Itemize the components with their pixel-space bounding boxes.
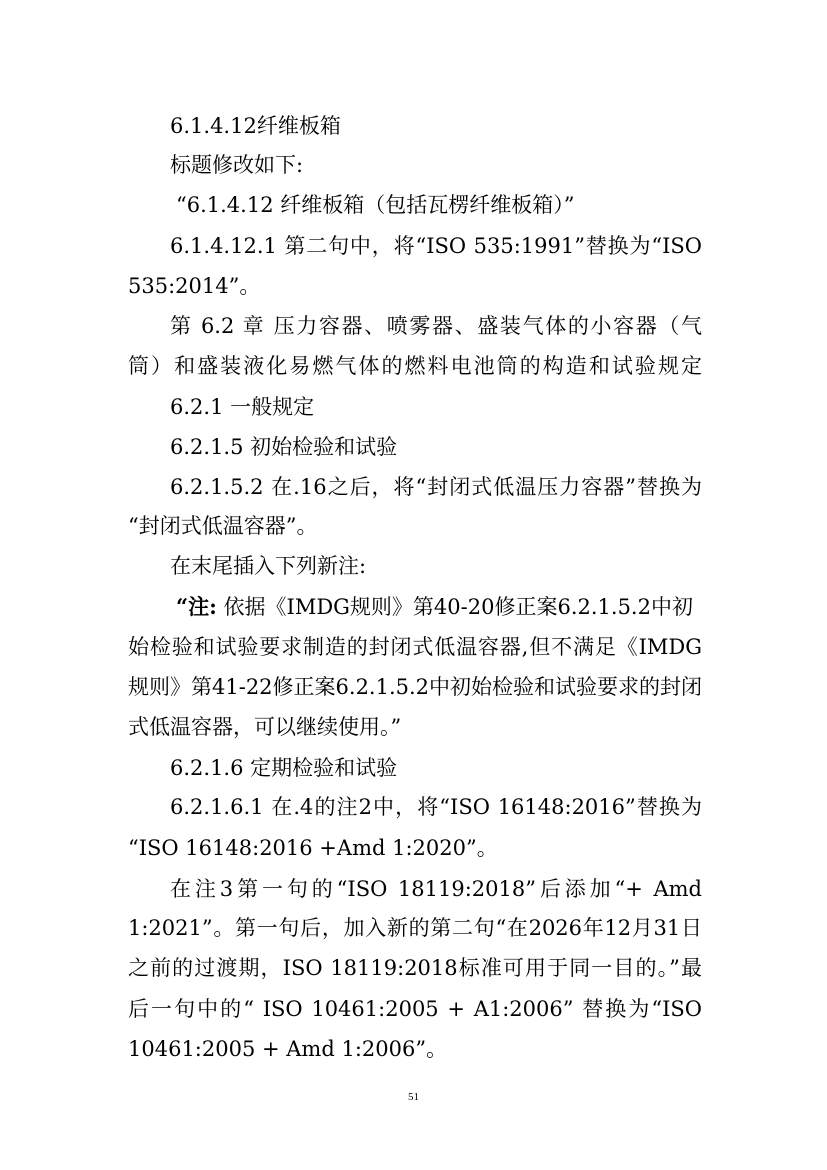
paragraph-line: 6.2.1.6.1 在.4的注2中，将“ISO 16148:2016”替换为 xyxy=(170,795,702,819)
note-line: 式低温容器，可以继续使用。” xyxy=(128,715,402,739)
paragraph-line: “ISO 16148:2016 +Amd 1:2020”。 xyxy=(128,836,498,860)
paragraph-line: 标题修改如下: xyxy=(170,153,304,177)
paragraph-line: 之前的过渡期，ISO 18119:2018标准可用于同一目的。”最 xyxy=(128,956,702,980)
paragraph-line: “封闭式低温容器”。 xyxy=(128,514,318,538)
paragraph-line: 6.1.4.12.1 第二句中，将“ISO 535:1991”替换为“ISO xyxy=(170,234,702,258)
note-line: 始检验和试验要求制造的封闭式低温容器,但不满足《IMDG xyxy=(128,635,702,659)
paragraph-line: 在注3第一句的“ISO 18119:2018”后添加“+ Amd xyxy=(170,877,702,901)
section-heading-6-1-4-12: 6.1.4.12纤维板箱 xyxy=(170,114,341,138)
paragraph-line: 10461:2005 + Amd 1:2006”。 xyxy=(128,1037,448,1061)
note-first-line xyxy=(176,592,702,624)
paragraph-line: 后一句中的“ ISO 10461:2005 + A1:2006” 替换为“ISO xyxy=(128,997,702,1021)
paragraph-line: 在末尾插入下列新注: xyxy=(170,554,367,578)
note-text: 依据《IMDG规则》第40-20修正案6.2.1.5.2中初 xyxy=(216,595,693,619)
note-line: 规则》第41-22修正案6.2.1.5.2中初始检验和试验要求的封闭 xyxy=(128,675,703,699)
chapter-heading-6-2-cont: 筒）和盛装液化易燃气体的燃料电池筒的构造和试验规定 xyxy=(128,354,702,378)
page-number: 51 xyxy=(408,1091,419,1103)
paragraph-line: 535:2014”。 xyxy=(128,274,261,298)
section-heading-6-2-1-6: 6.2.1.6 定期检验和试验 xyxy=(170,756,398,780)
note-label: “注: xyxy=(176,594,217,619)
section-heading-6-2-1-5: 6.2.1.5 初始检验和试验 xyxy=(170,435,398,459)
chapter-heading-6-2: 第 6.2 章 压力容器、喷雾器、盛装气体的小容器（气 xyxy=(170,314,702,338)
quoted-title: “6.1.4.12 纤维板箱（包括瓦楞纤维板箱）” xyxy=(176,193,575,217)
paragraph-line: 1:2021”。第一句后，加入新的第二句“在2026年12月31日 xyxy=(128,916,702,940)
paragraph-line: 6.2.1.5.2 在.16之后，将“封闭式低温压力容器”替换为 xyxy=(170,475,702,499)
section-heading-6-2-1: 6.2.1 一般规定 xyxy=(170,395,315,419)
